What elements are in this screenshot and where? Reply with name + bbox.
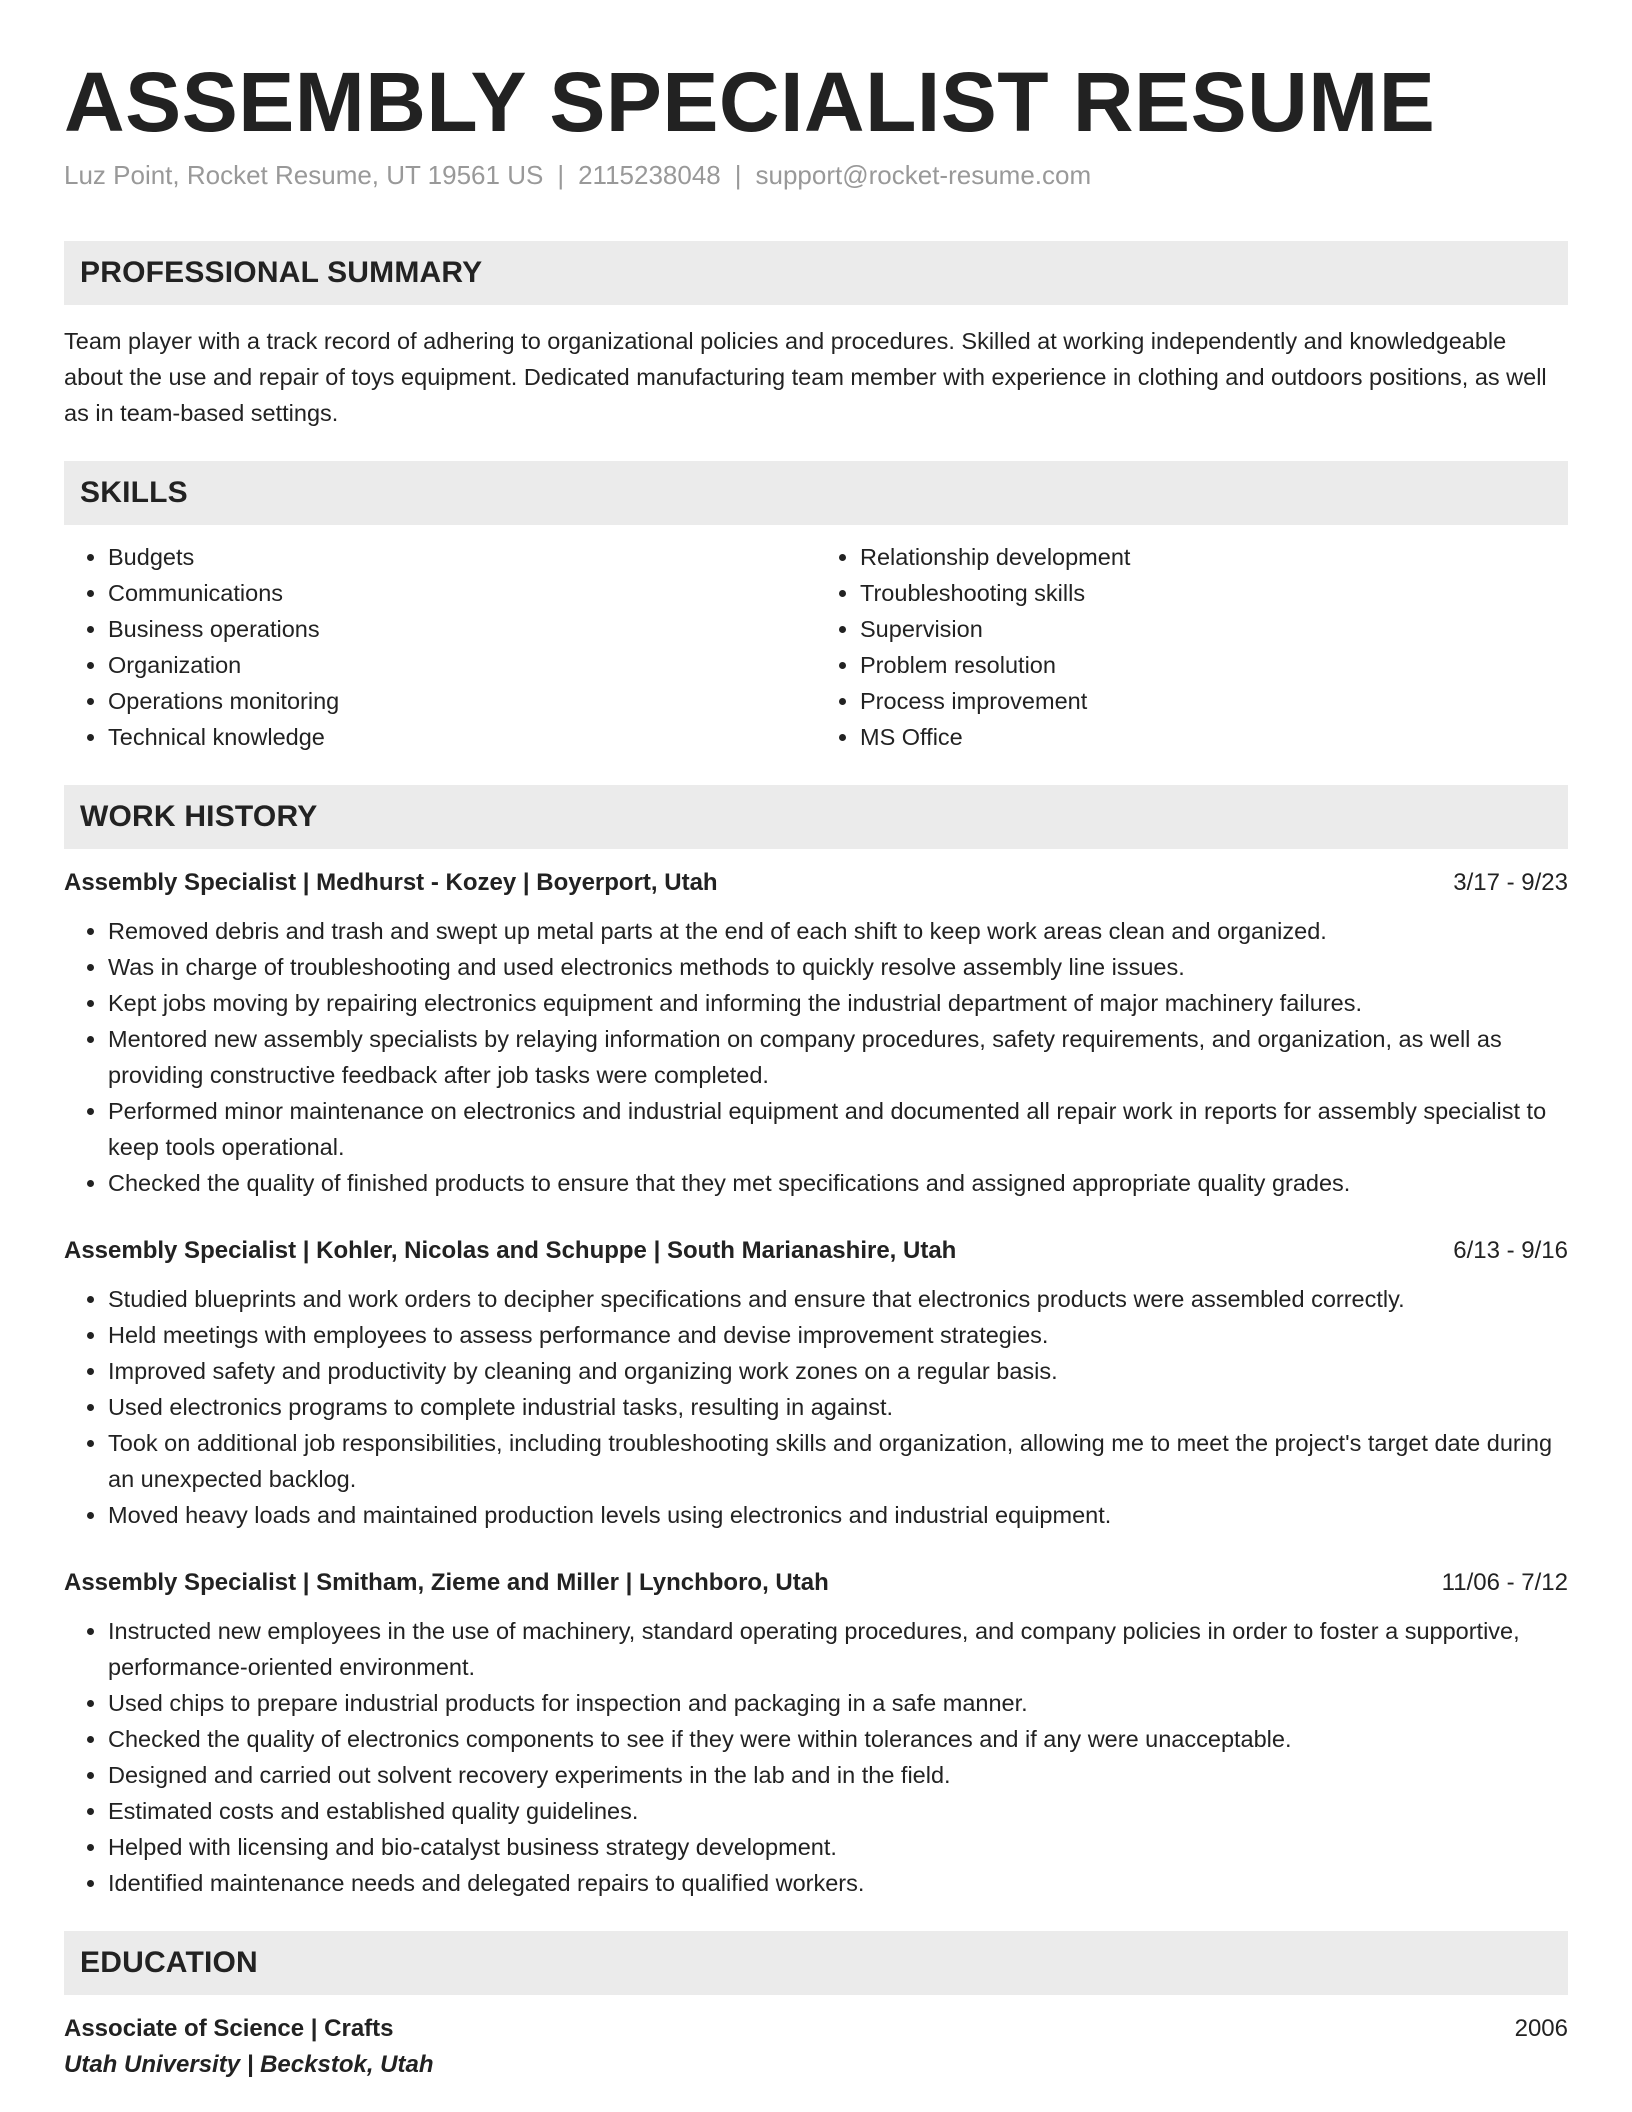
job-dates: 6/13 - 9/16 <box>1453 1237 1568 1265</box>
job-bullet: • Studied blueprints and work orders to decipher specifications and ensure that electronics products were assembled correctly. <box>108 1281 1568 1317</box>
job-title: Assembly Specialist | Kohler, Nicolas and Schuppe | South Marianashire, Utah <box>64 1237 957 1265</box>
skill-item: • Problem resolution <box>860 647 1568 683</box>
job-bullet: • Kept jobs moving by repairing electronics equipment and informing the industrial department of major machinery failures. <box>108 985 1568 1021</box>
job-bullet: • Used chips to prepare industrial products for inspection and packaging in a safe manner. <box>108 1685 1568 1721</box>
job-header <box>64 1233 1568 1269</box>
job-dates: 3/17 - 9/23 <box>1453 869 1568 897</box>
skill-item: • Communications <box>108 575 816 611</box>
work-heading: WORK HISTORY <box>80 800 318 834</box>
job-bullet: • Moved heavy loads and maintained production levels using electronics and industrial equipment. <box>108 1497 1568 1533</box>
job-header <box>64 1565 1568 1601</box>
skills-column-left <box>64 539 816 755</box>
job-entry <box>64 865 1568 1201</box>
job-title: Assembly Specialist | Smitham, Zieme and Miller | Lynchboro, Utah <box>64 1569 829 1597</box>
job-bullet: • Identified maintenance needs and delegated repairs to qualified workers. <box>108 1865 1568 1901</box>
summary-text: Team player with a track record of adhering to organizational policies and procedures. Skilled at working independently and knowledgeable about the use and repair of toys equipment. Dedicated manufacturing team member with experience in clothing and outdoors positions, as well as in team-based settings. <box>64 328 1547 427</box>
job-bullet: • Removed debris and trash and swept up metal parts at the end of each shift to keep work areas clean and organized. <box>108 913 1568 949</box>
resume-page <box>64 0 1568 2083</box>
education-section-header <box>64 1931 1568 1995</box>
job-bullet: • Performed minor maintenance on electronics and industrial equipment and documented all repair work in reports for assembly specialist to keep tools operational. <box>108 1093 1568 1165</box>
job-dates: 11/06 - 7/12 <box>1441 1569 1568 1597</box>
summary-section-header <box>64 241 1568 305</box>
job-bullet: • Used electronics programs to complete industrial tasks, resulting in against. <box>108 1389 1568 1425</box>
contact-separator: | <box>734 159 742 190</box>
contact-separator: | <box>557 159 565 190</box>
skills-list <box>64 539 1568 755</box>
job-bullet: • Held meetings with employees to assess performance and devise improvement strategies. <box>108 1317 1568 1353</box>
job-bullet: • Checked the quality of finished products to ensure that they met specifications and assigned appropriate quality grades. <box>108 1165 1568 1201</box>
skill-item: • MS Office <box>860 719 1568 755</box>
skill-item: • Technical knowledge <box>108 719 816 755</box>
job-entry <box>64 1233 1568 1533</box>
job-bullets <box>64 1613 1568 1901</box>
summary-heading: PROFESSIONAL SUMMARY <box>80 256 483 290</box>
job-entry <box>64 1565 1568 1901</box>
skill-item: • Organization <box>108 647 816 683</box>
skills-section-header <box>64 461 1568 525</box>
skills-heading: SKILLS <box>80 476 188 510</box>
work-section-header <box>64 785 1568 849</box>
skill-item: • Business operations <box>108 611 816 647</box>
education-entry <box>64 2011 1568 2083</box>
job-bullet: • Improved safety and productivity by cleaning and organizing work zones on a regular basis. <box>108 1353 1568 1389</box>
education-heading: EDUCATION <box>80 1946 258 1980</box>
contact-email: support@rocket-resume.com <box>755 159 1092 190</box>
job-title: Assembly Specialist | Medhurst - Kozey | Boyerport, Utah <box>64 869 718 897</box>
resume-title: ASSEMBLY SPECIALIST RESUME <box>64 55 1436 149</box>
skill-item: • Supervision <box>860 611 1568 647</box>
skill-item: • Troubleshooting skills <box>860 575 1568 611</box>
job-bullet: • Mentored new assembly specialists by relaying information on company procedures, safety requirements, and organization, as well as providing constructive feedback after job tasks were completed. <box>108 1021 1568 1093</box>
job-bullet: • Designed and carried out solvent recovery experiments in the lab and in the field. <box>108 1757 1568 1793</box>
contact-address: Luz Point, Rocket Resume, UT 19561 US <box>64 159 544 190</box>
job-header <box>64 865 1568 901</box>
education-header <box>64 2011 1568 2047</box>
skill-item: • Operations monitoring <box>108 683 816 719</box>
skill-item: • Relationship development <box>860 539 1568 575</box>
job-bullets <box>64 913 1568 1201</box>
skill-item: • Budgets <box>108 539 816 575</box>
job-bullets <box>64 1281 1568 1533</box>
job-bullet: • Took on additional job responsibilities, including troubleshooting skills and organization, allowing me to meet the project's target date during an unexpected backlog. <box>108 1425 1568 1497</box>
job-bullet: • Checked the quality of electronics components to see if they were within tolerances and if any were unacceptable. <box>108 1721 1568 1757</box>
job-bullet: • Helped with licensing and bio-catalyst business strategy development. <box>108 1829 1568 1865</box>
contact-phone: 2115238048 <box>578 159 721 190</box>
job-bullet: • Instructed new employees in the use of machinery, standard operating procedures, and company policies in order to foster a supportive, performance-oriented environment. <box>108 1613 1568 1685</box>
education-year: 2006 <box>1514 2015 1568 2043</box>
job-bullet: • Was in charge of troubleshooting and used electronics methods to quickly resolve assembly line issues. <box>108 949 1568 985</box>
education-degree: Associate of Science | Crafts <box>64 2015 394 2043</box>
contact-line <box>64 157 1568 193</box>
skills-column-right <box>816 539 1568 755</box>
skill-item: • Process improvement <box>860 683 1568 719</box>
job-bullet: • Estimated costs and established quality guidelines. <box>108 1793 1568 1829</box>
education-school: Utah University | Beckstok, Utah <box>64 2051 434 2079</box>
